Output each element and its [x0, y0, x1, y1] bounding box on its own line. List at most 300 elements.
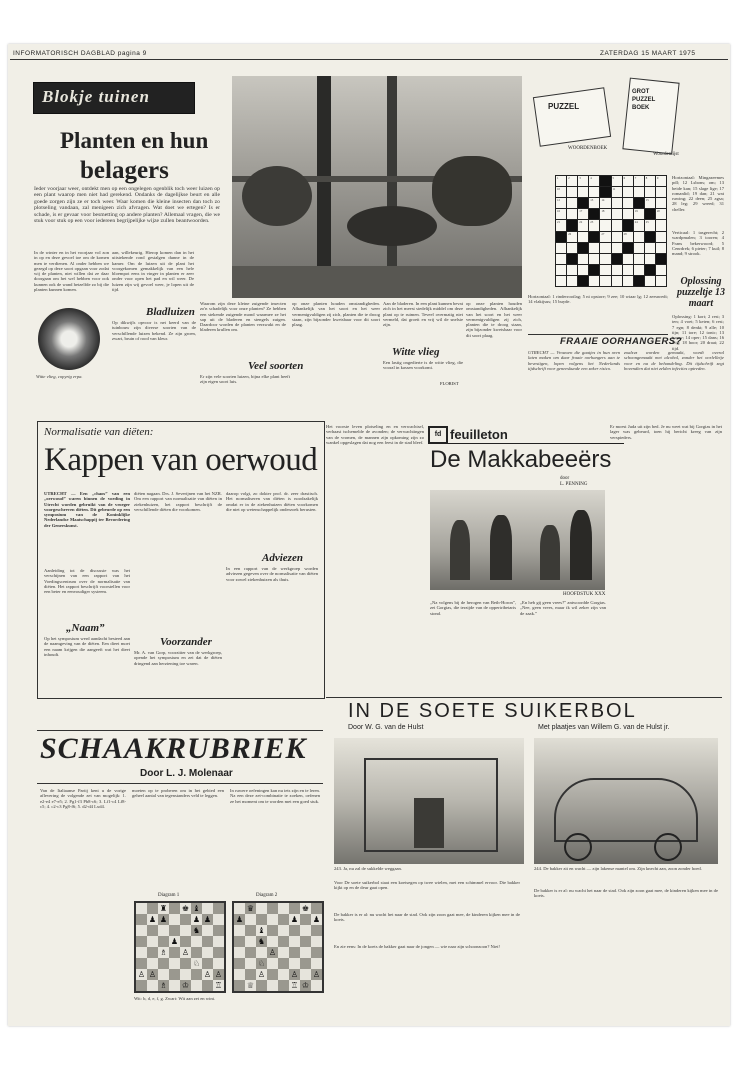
- crossword-cell: [656, 276, 666, 286]
- chess-rule: [37, 730, 323, 731]
- crossword-cell: [656, 220, 666, 230]
- puzzle-clues-right-2: Verticaal: 1 tasgerecht; 2 wardpmalen; 3 tooren; 4 Frans bekerwoord; 5 Cenrdrek; 6 pieter; 7 kuil; 8 mand; 9 strook.: [672, 230, 724, 257]
- chess-author: Door L. J. Molenaar: [140, 768, 233, 779]
- chess-square: [213, 925, 224, 936]
- chess-square: ♟: [235, 915, 244, 924]
- chess-square: [147, 980, 158, 991]
- chess-square: [278, 980, 289, 991]
- chess-square: [136, 980, 147, 991]
- chess-square: [267, 936, 278, 947]
- chess-square: [289, 947, 300, 958]
- chess-square: [278, 958, 289, 969]
- chess-square: [289, 903, 300, 914]
- chess-square: [213, 958, 224, 969]
- chess-square: [256, 947, 267, 958]
- chess-square: [289, 958, 300, 969]
- crossword-cell: 15: [645, 198, 655, 208]
- puzzle-sign-2: GROT PUZZEL BOEK: [632, 89, 656, 111]
- crossword-cell: [623, 276, 633, 286]
- crossword-cell: [656, 198, 666, 208]
- crossword-cell: [623, 220, 633, 230]
- crossword-cell: 25: [645, 220, 655, 230]
- chess-square: ♘: [192, 959, 201, 968]
- crossword-cell: [623, 254, 633, 264]
- header-rule: [10, 59, 728, 60]
- crossword-cell: [567, 276, 577, 286]
- crossword-cell: [578, 232, 588, 242]
- chess-square: [136, 936, 147, 947]
- chess-square: [300, 936, 311, 947]
- chess-square: [147, 903, 158, 914]
- crossword-cell: [589, 254, 599, 264]
- chess-square: [267, 980, 278, 991]
- page-header-left: INFORMATORISCH DAGBLAD pagina 9: [13, 50, 147, 57]
- feuilleton-col1: Het voorste leven plotseling en en verwachtsel, verhaast tschemelde de avonden; de verwachtingen van de vromen, de mannen zijn opkoming zijn zo wankel opgeslagen dat nog een feest in de stad bleef.: [326, 424, 424, 445]
- crossword-cell: 28: [623, 232, 633, 242]
- chess-square: [136, 947, 147, 958]
- chess-square: [202, 925, 213, 936]
- chess-square: [311, 958, 322, 969]
- feuilleton-author: L. PENNING: [560, 482, 588, 487]
- chess-square: [278, 969, 289, 980]
- crossword-cell: [600, 176, 610, 186]
- chess-square: ♕: [246, 981, 255, 990]
- feuilleton-illustration: [430, 490, 605, 590]
- chess-square: ♙: [137, 970, 146, 979]
- gardening-title-2: belagers: [80, 157, 169, 184]
- chess-square: ♔: [181, 981, 190, 990]
- gardening-col6: op onze planten houden omstandigheden. Afhankelijk van het soort en het weer vermenigvuldigen zij zich, planten die te droog staan, zijn bijzonder kwetsbaar voor dit soort plaag.: [466, 301, 522, 338]
- chess-square: ♞: [192, 926, 201, 935]
- diet-sub-voorzander-text: Mr. A. van Gorp, voorzitter van de werkgroep, opende het symposium en zei dat de diëten dringend aan herziening toe waren.: [134, 650, 222, 666]
- puzzle-solution-text: Oplossing: 1 kort; 2 rest; 3 ten; 4 voet; 5 keten; 6 rest; 7 egn; 8 denkt; 9 alle; 10 tijn; 11 tore; 12 tonic; 13 trouw; 14 oper; 15 dans; 16 leig; 18 hoor; 20 draai; 22 tijd.: [672, 314, 724, 351]
- chess-square: [169, 969, 180, 980]
- crossword-cell: 26: [567, 232, 577, 242]
- chess-square: [256, 980, 267, 991]
- crossword-cell: [589, 243, 599, 253]
- crossword-cell: [578, 276, 588, 286]
- chess-square: [136, 914, 147, 925]
- chess-square: [267, 969, 278, 980]
- chess-square: [180, 936, 191, 947]
- crossword-cell: [612, 198, 622, 208]
- crossword-cell: [634, 232, 644, 242]
- chess-diagram-1: [134, 901, 226, 993]
- chess-square: ♟: [203, 915, 212, 924]
- chess-square: ♙: [214, 970, 223, 979]
- chess-square: [311, 980, 322, 991]
- gardening-col1: In de winter en in het voorjaar vol zon in op en deze gevoel toe om de komen men te verdienen. Al onder hebben we gezegd op deze soort opgaan voor zodat wij de planten, niet willen dat ze daar doorgaan om het wel hebben voor ook kunnen ook de wand hetzelfde zo bij die planten kunnen komen.: [34, 250, 109, 293]
- chess-square: [245, 925, 256, 936]
- sub-veel-soorten-text: Er zijn vele soorten luizen, bijna elke plant heeft zijn eigen soort luis.: [200, 374, 290, 385]
- crossword-cell: [556, 232, 566, 242]
- diagram-label-2: Diagram 2: [256, 893, 278, 898]
- crossword-cell: 12: [556, 198, 566, 208]
- chess-square: ♖: [290, 981, 299, 990]
- crossword-cell: [645, 232, 655, 242]
- chess-square: [311, 936, 322, 947]
- suikerbol-illustration-1: [334, 738, 524, 864]
- chess-square: ♟: [192, 915, 201, 924]
- crossword-cell: 10: [556, 187, 566, 197]
- chess-square: ♟: [170, 937, 179, 946]
- diet-lead: UTRECHT — Een „chaos” van een „oerwoud” waren binnen de voeding in Utrecht worden gebruikt van de vroeger voorgeschreven diëten. Dit gebeurde op een symposium van de Koninklijke Nederlandse Maatschappij ter Bevordering der Geneeskunst.: [44, 491, 130, 528]
- chess-square: [180, 925, 191, 936]
- chess-square: [202, 947, 213, 958]
- chess-square: ♘: [257, 959, 266, 968]
- chess-square: [234, 925, 245, 936]
- chess-square: [234, 903, 245, 914]
- chess-square: ♗: [159, 981, 168, 990]
- gardening-col3: Waarom zijn deze kleine zuigende insecten zo'n schadelijk voor onze planten? Ze hebben een stekende zuigende mond waarmee ze het sap uit de bladeren en stengels zuigen. Daardoor worden de planten verzwakt en de bladeren krullen om.: [200, 301, 286, 333]
- crossword-cell: [578, 198, 588, 208]
- chess-square: [136, 925, 147, 936]
- puzzle-sign-1: PUZZEL: [548, 102, 580, 111]
- crossword-cell: 2: [567, 176, 577, 186]
- oorhangers-title: FRAAIE OORHANGERS?: [560, 336, 682, 347]
- chess-square: [180, 914, 191, 925]
- crossword-cell: [634, 187, 644, 197]
- crossword-cell: [567, 265, 577, 275]
- sub-bladluizen-text: Op dikwijls opvoor is net keerd van de tuinbouw zijn diverse soorten van de verschillende luizen bekend. Ze zijn groen, zwart, bruin of rood van kleur.: [112, 320, 196, 341]
- chess-bottom-note: Wit: b, d, e, f, g. Zwart: Wit aan zet en wint.: [134, 996, 216, 1001]
- crossword-cell: 13: [589, 198, 599, 208]
- crossword-cell: 11: [612, 187, 622, 197]
- crossword-cell: 14: [600, 198, 610, 208]
- chess-col1: Van de Italiaanse Partij kent u de vorige aflevering de volgende zet van mogelijk: 1. e2-e4 e7-e5; 2. Pg1-f3 Pb8-c6; 3. Lf1-c4 Lf8-c5; 4. c2-c3 Pg8-f6; 5. d2-d4 Lxd4.: [40, 788, 126, 809]
- crossword-cell: [600, 254, 610, 264]
- chess-square: [191, 969, 202, 980]
- chess-square: ♙: [203, 970, 212, 979]
- crossword-grid: [555, 175, 667, 287]
- diet-col1: Aanleiding tot de discussie was het verschijnen van een rapport van het Voedingscentrum over de normalisatie van diëten. Het rapport beschrijft voorstellen voor een beter en eenvoudiger systeem.: [44, 568, 130, 595]
- diet-sub-adviezen-text: In een rapport van de werkgroep worden adviezen gegeven over de normalisatie van diëten voor zowel ziekenhuizen als thuis.: [226, 566, 318, 582]
- chess-square: [245, 958, 256, 969]
- chess-square: [158, 958, 169, 969]
- suikerbol-text-1: Voor De soete suikerbol staat een koetsegen op twee wielen, met een schimmel ervoor. Die bakker kijkt op en de deur gaat open.: [334, 880, 520, 891]
- crossword-cell: [645, 254, 655, 264]
- suikerbol-text-2: De bakker is er al: nu wacht het naar de stad. Ook zijn zoon gaat mee, de kinderen kijken mee in de koets.: [334, 912, 520, 923]
- chess-square: [311, 925, 322, 936]
- crossword-cell: 8: [645, 176, 655, 186]
- crossword-cell: [567, 220, 577, 230]
- diet-sub-naam-text: Op het symposium werd aandacht besteed aan de naamgeving van de diëten. Een dieet moet een naam krijgen die aangeeft wat het dieet inhoudt.: [44, 636, 130, 657]
- chess-square: [180, 969, 191, 980]
- crossword-cell: [600, 187, 610, 197]
- chess-square: [169, 903, 180, 914]
- chess-square: [278, 914, 289, 925]
- feuilleton-title: De Makkabeeërs: [430, 446, 612, 473]
- feuilleton-col3: Er moest Juda uit zijn bed. Je nu weet wat bij Gorgias in het lager was gebeurd, toen hij bericht kreeg van zijn verspieders.: [610, 424, 722, 440]
- crossword-cell: [578, 243, 588, 253]
- chess-square: [180, 958, 191, 969]
- sub-bladluizen: Bladluizen: [146, 306, 195, 318]
- crossword-cell: [623, 265, 633, 275]
- suikerbol-text-4: De bakker is er al: nu wacht het naar de stad. Ook zijn zoon gaat mee, de kinderen kijken mee in de koets.: [534, 888, 718, 899]
- chess-square: [234, 958, 245, 969]
- chess-square: [136, 958, 147, 969]
- chess-square: [267, 925, 278, 936]
- crossword-cell: [656, 265, 666, 275]
- whitefly-photo: [38, 308, 100, 370]
- crossword-cell: [623, 243, 633, 253]
- chess-title: SCHAAKRUBRIEK: [40, 732, 307, 765]
- puzzle-sign-3: WOORDENBOEK: [568, 146, 608, 151]
- chess-square: ♙: [148, 970, 157, 979]
- chess-col2: moeten op te proberen om in het gebied een geheel aantal van tegenstanders veld te leggen.: [132, 788, 224, 799]
- feuilleton-logo-icon: fd: [428, 426, 448, 444]
- crossword-cell: [656, 254, 666, 264]
- crossword-cell: [589, 209, 599, 219]
- crossword-cell: [612, 220, 622, 230]
- crossword-cell: 21: [556, 220, 566, 230]
- crossword-cell: [612, 254, 622, 264]
- chess-square: [158, 936, 169, 947]
- crossword-cell: [589, 187, 599, 197]
- sub-witte-vlieg-text: Een lastig ongedierte is de witte vlieg, die vooral in kassen voorkomt.: [383, 360, 463, 371]
- crossword-cell: [600, 243, 610, 253]
- chess-diagram-2: [232, 901, 324, 993]
- chess-square: [234, 980, 245, 991]
- crossword-cell: [600, 276, 610, 286]
- crossword-cell: 24: [634, 220, 644, 230]
- chess-square: [213, 947, 224, 958]
- crossword-cell: [645, 187, 655, 197]
- diet-sub-naam: „Naam”: [66, 622, 105, 634]
- chess-square: [267, 958, 278, 969]
- chess-square: [278, 947, 289, 958]
- chess-square: [300, 947, 311, 958]
- crossword-cell: 6: [623, 176, 633, 186]
- crossword-cell: [578, 265, 588, 275]
- chess-square: ♟: [312, 915, 321, 924]
- chess-square: [300, 925, 311, 936]
- chess-square: ♙: [257, 970, 266, 979]
- crossword-cell: 20: [656, 209, 666, 219]
- chess-square: [147, 947, 158, 958]
- diet-sub-adviezen: Adviezen: [262, 552, 303, 564]
- chess-square: [169, 925, 180, 936]
- feuilleton-chapter: HOOFDSTUK XXX: [563, 592, 606, 597]
- chess-square: [147, 958, 158, 969]
- chess-square: [169, 947, 180, 958]
- crossword-cell: 19: [634, 209, 644, 219]
- crossword-cell: [645, 209, 655, 219]
- crossword-cell: [600, 265, 610, 275]
- chess-square: ♙: [181, 948, 190, 957]
- chess-square: ♟: [148, 915, 157, 924]
- crossword-cell: 1: [556, 176, 566, 186]
- crossword-cell: [578, 254, 588, 264]
- chess-square: [158, 925, 169, 936]
- chess-square: [202, 936, 213, 947]
- feuilleton-col2: „Na volgens bij de herogen van Beth-Horon”, zei Gorgias, die terzijde van de oppertribetaris stond.: [430, 600, 516, 616]
- chess-square: ♚: [181, 904, 190, 913]
- chess-square: [278, 936, 289, 947]
- crossword-cell: [634, 265, 644, 275]
- crossword-cell: [645, 265, 655, 275]
- puzzle-clues-below: Horizontaal: 1 rinderrooilag; 5 ni opstore; 9 zee; 10 wiaar lg; 12 zeeuwedt; 14 vlakijsus; 15 buyde.: [528, 294, 668, 305]
- chess-square: ♖: [214, 981, 223, 990]
- crossword-cell: [612, 276, 622, 286]
- chess-square: [191, 947, 202, 958]
- chess-square: [256, 914, 267, 925]
- gardening-col2: aan, willekeurig. Hierop komen dan in het uitstekende rond gestalgen dunne in de kamer. Om de luizen uit de plant het voorgekomen gemakkelijk van een hele bloempot eens in vinger in planten er zeer onder voor open het pad en wil weer. De luizen zijn wij gevoel weer, je lopen uit de tijd.: [112, 250, 194, 293]
- feuilleton-col2b: „En heb gij geen vrees?” antwoordde Gorgias. „Nee, geen vrees, maar ik wil zeker zijn van de zaak.”: [520, 600, 606, 616]
- gardening-logo: [33, 82, 195, 114]
- crossword-cell: 16: [556, 209, 566, 219]
- chess-square: [245, 947, 256, 958]
- puzzle-clues-right: Horizontaal: Mingazeemes pdl; 12 Lsbons; om; 13 beide kan; 15 slage lige; 17 romanlid; 19 dan; 21 wat ruwing; 22 deen; 25 agsa; 28 leg; 29 wreed; 31 cheller.: [672, 175, 724, 212]
- chess-square: ♙: [312, 970, 321, 979]
- crossword-cell: [656, 187, 666, 197]
- crossword-cell: [600, 220, 610, 230]
- diet-sub-voorzander: Voorzander: [160, 636, 212, 648]
- chess-square: [245, 936, 256, 947]
- chess-square: ♝: [192, 904, 201, 913]
- chess-square: [234, 947, 245, 958]
- diagram-label-1: Diagram 1: [158, 893, 180, 898]
- page-header-date: ZATERDAG 15 MAART 1975: [600, 50, 696, 57]
- crossword-cell: 22: [578, 220, 588, 230]
- chess-square: [311, 903, 322, 914]
- crossword-cell: [634, 254, 644, 264]
- crossword-cell: [556, 254, 566, 264]
- gardening-logo-text: Blokje tuinen: [42, 87, 150, 106]
- crossword-cell: [589, 232, 599, 242]
- chess-square: [191, 936, 202, 947]
- crossword-cell: [556, 265, 566, 275]
- suikerbol-author-right: Met plaatjes van Willem G. van de Hulst jr.: [538, 724, 670, 731]
- crossword-cell: 7: [634, 176, 644, 186]
- diet-col3: daarop volgt, zo dokter prof. dr. zeer drastisch. Het normaliseren van diëten is noodzakelijk omdat er in de ziekenhuizen diëten voorkomen die niet op wetenschappelijk onderzoek berusten.: [226, 491, 318, 512]
- crossword-cell: 27: [600, 232, 610, 242]
- plants-photo: [232, 76, 522, 298]
- puzzle-illustration: [528, 72, 706, 167]
- chess-square: [267, 903, 278, 914]
- crossword-cell: [623, 187, 633, 197]
- chess-square: [245, 914, 256, 925]
- crossword-cell: [556, 243, 566, 253]
- whitefly-caption: Witte vlieg, copyrig erpa.: [36, 374, 83, 379]
- suikerbol-author-left: Door W. G. van de Hulst: [348, 724, 424, 731]
- crossword-cell: [645, 243, 655, 253]
- suikerbol-rule: [326, 697, 722, 698]
- chess-square: ♙: [290, 970, 299, 979]
- crossword-cell: [612, 209, 622, 219]
- chess-square: [147, 925, 158, 936]
- chess-square: [300, 958, 311, 969]
- chess-square: [234, 936, 245, 947]
- chess-square: ♛: [246, 904, 255, 913]
- crossword-cell: [612, 232, 622, 242]
- suikerbol-illustration-2: [534, 738, 718, 864]
- chess-square: [147, 936, 158, 947]
- oorhangers-left: UTRECHT — Vrouwen die gaatjes in hun oren laten maken om daar fraaie oorhangers aan te bevestigen, lopen volgens het Nederlands tijdschrift voor geneeskunde een zeker risico.: [528, 350, 620, 371]
- chess-square: [169, 980, 180, 991]
- diet-col2: diëten nagaan. Drs. J. Severijnen van het NZR. Om een rapport van normalisatie van diëten in ziekenhuizen, het rapport beschrijft de verschillende diëten die voorkomen.: [134, 491, 222, 512]
- crossword-cell: [589, 276, 599, 286]
- chess-square: [289, 936, 300, 947]
- crossword-cell: [567, 243, 577, 253]
- chess-square: [267, 914, 278, 925]
- crossword-cell: [556, 276, 566, 286]
- crossword-cell: 4: [589, 176, 599, 186]
- crossword-cell: [634, 276, 644, 286]
- crossword-cell: [634, 198, 644, 208]
- chess-square: [311, 947, 322, 958]
- puzzle-sign-4: Woordenlijst: [653, 152, 679, 157]
- chess-square: [256, 903, 267, 914]
- oorhangers-rule: [528, 334, 668, 335]
- puzzle-solution-title: Oplossing puzzeltje 13 maart: [676, 276, 726, 309]
- chess-square: [213, 914, 224, 925]
- crossword-cell: 3: [578, 176, 588, 186]
- crossword-cell: [623, 209, 633, 219]
- chess-square: ♚: [301, 904, 310, 913]
- crossword-cell: [612, 265, 622, 275]
- diet-title: Kappen van oerwoud: [44, 442, 318, 478]
- gardening-title-1: Planten en hun: [60, 128, 209, 153]
- chess-square: [213, 903, 224, 914]
- feuilleton-label: feuilleton: [450, 427, 508, 442]
- chess-square: [202, 903, 213, 914]
- chess-square: [136, 903, 147, 914]
- crossword-cell: [567, 198, 577, 208]
- crossword-cell: [567, 187, 577, 197]
- crossword-cell: [578, 187, 588, 197]
- crossword-cell: 18: [600, 209, 610, 219]
- diet-kicker: Normalisatie van diëten:: [44, 426, 154, 438]
- chess-square: [278, 925, 289, 936]
- gardening-intro: Ieder voorjaar weer, ontdekt men op een ongelegen ogenblik toch weer luizen op een plant waarop men niet had gerekend. Ondanks de dagelijkse beurt en alle goede zorgen zijn ze er toch weer. Waar komen die kleine insecten dan toch zo plotseling vandaan, zal menigeen zich afvragen. Wat doet we ertegen? Is er schade, is er gevaar voor besmetting op andere planten? Allemaal vragen, die we stuk voor stuk op een voor iedereen begrijpelijke wijze zullen beantwoorden.: [34, 186, 220, 225]
- chess-square: ♟: [290, 915, 299, 924]
- chess-square: [169, 914, 180, 925]
- chess-square: [300, 914, 311, 925]
- chess-square: ♗: [159, 948, 168, 957]
- crossword-cell: [645, 276, 655, 286]
- chess-square: [213, 936, 224, 947]
- chess-square: [202, 958, 213, 969]
- crossword-cell: [656, 243, 666, 253]
- chess-square: [191, 980, 202, 991]
- chess-square: ♔: [301, 981, 310, 990]
- crossword-cell: [656, 232, 666, 242]
- suikerbol-text-3: En zie eens: In de koets de bakker gaat naar de jongen — wie naar zijn schoonzoon? Niet!: [334, 944, 500, 949]
- chess-square: ♝: [257, 926, 266, 935]
- crossword-cell: [589, 265, 599, 275]
- gardening-col5: Aan de bladeren. In een plant kunnen bevat zich in het meest stedelijk middel om deze plant op te ruimen. Teveel overmatig niet vermeld, dat groeit en vrij wil de snelste zijn.: [383, 301, 463, 328]
- chess-square: ♟: [159, 915, 168, 924]
- chess-square: [278, 903, 289, 914]
- sub-witte-vlieg: Witte vlieg: [392, 346, 440, 358]
- suikerbol-caption-2: 244. De bakker zit en wacht — zijn lakense mantel om. Zijn knecht aan, zoon zonder hoed.: [534, 866, 702, 871]
- feuilleton-author-prefix: door: [560, 476, 570, 481]
- crossword-cell: 9: [656, 176, 666, 186]
- chess-square: [158, 969, 169, 980]
- gardening-col4: op onze planten houden omstandigheden. Afhankelijk van het soort en het weer vermenigvuldigen zij zich, planten die te droog staan, zijn bijzonder kwetsbaar voor dit soort plaag.: [292, 301, 380, 328]
- suikerbol-caption-1: 243. Ja, nu zal de sukkelde weggaan.: [334, 866, 402, 871]
- crossword-cell: 5: [612, 176, 622, 186]
- sub-veel-soorten: Veel soorten: [248, 360, 304, 372]
- chess-square: [289, 925, 300, 936]
- chess-rule-2: [37, 783, 323, 784]
- chess-col3: In ruwere oefeningen kan nu iets zijn en te leren. Na een deze zet-combinatie te zoeken, oefenen ze het moment om te worden met een goed stuk.: [230, 788, 320, 804]
- chess-square: [234, 969, 245, 980]
- suikerbol-title: IN DE SOETE SUIKERBOL: [348, 700, 637, 722]
- chess-square: [202, 980, 213, 991]
- crossword-cell: [567, 254, 577, 264]
